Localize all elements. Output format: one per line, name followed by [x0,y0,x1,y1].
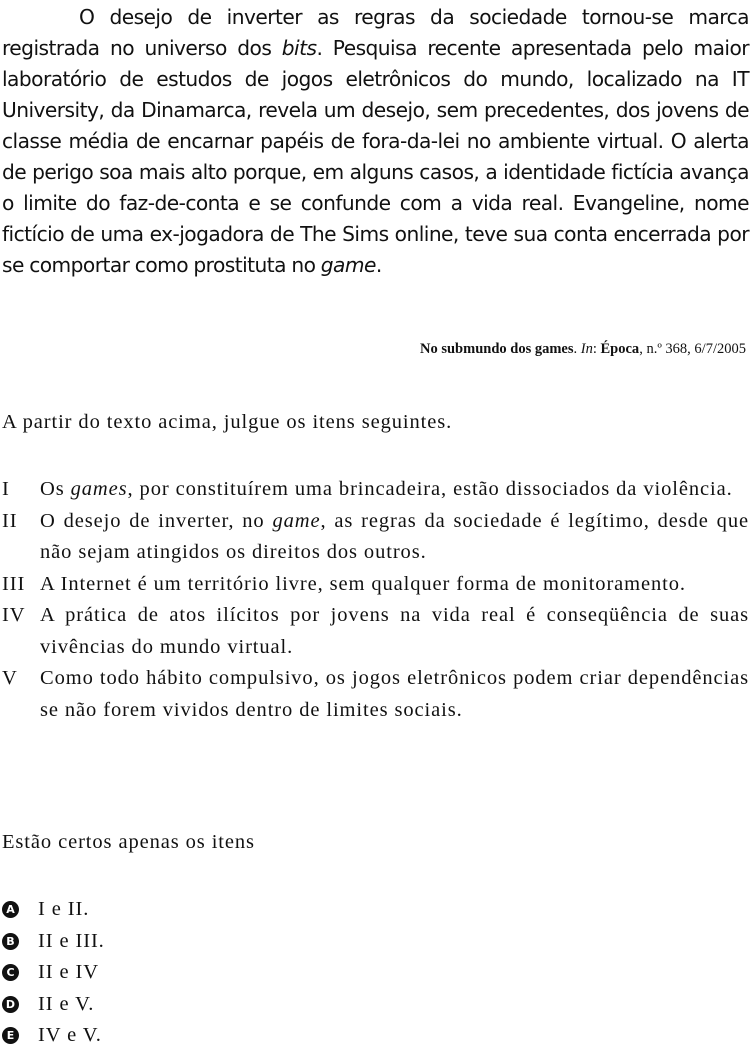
question-prompt: A partir do texto acima, julgue os itens seguintes. [2,411,453,433]
option-letter-badge: A [2,901,19,918]
item-text-pre: Os [40,478,71,500]
item-1 [2,474,749,506]
option-text: II e III. [38,929,105,952]
item-text-pre: A prática de atos ilícitos por jovens na vida real é conseqüência de suas vivências do mundo virtual. [40,604,749,658]
option-letter-badge: E [2,1027,19,1044]
passage-term-bits: bits [281,36,317,60]
answer-options [2,894,105,1052]
citation-details: , n.º 368, 6/7/2005 [639,341,746,357]
passage-term-game: game [320,253,376,277]
item-3 [2,569,749,601]
option-c[interactable] [2,957,105,989]
option-e[interactable] [2,1020,105,1052]
passage-part-2: . Pesquisa recente apresentada pelo maior laboratório de estudos de jogos eletrônicos do mundo, localizado na IT University, da Dinamarca, revela um desejo, sem precedentes, dos jovens de classe média de encarnar papéis de fora-da-lei no ambiente virtual. O alerta de perigo soa mais alto porque, em alguns casos, a identidade fictícia avança o limite do faz-de-conta e se confunde com a vida real. Evangeline, nome fictício de uma ex-jogadora de The Sims online, teve sua conta encerrada por se comportar como prostituta no [2,36,750,277]
option-text: II e V. [38,992,95,1015]
option-b[interactable] [2,926,105,958]
answer-lead: Estão certos apenas os itens [2,831,255,853]
item-number: I [2,478,10,500]
citation-sep-1: . [573,341,581,357]
item-number: V [2,667,18,689]
option-a[interactable] [2,894,105,926]
passage-part-1: O desejo de inverter as regras da sociedade tornou-se marca registrada no universo dos [2,5,749,60]
option-text: I e II. [38,898,90,921]
item-number: III [2,572,26,595]
citation-magazine: Época [600,341,640,357]
option-letter-badge: C [2,964,19,981]
item-number: IV [2,604,26,626]
passage-part-3: . [375,253,382,277]
citation-article: No submundo dos games [420,341,574,357]
item-text-pre: O desejo de inverter, no [40,509,273,532]
item-text-em: game [272,509,321,532]
item-text-pre: A Internet é um território livre, sem qualquer forma de monitoramento. [40,572,686,595]
item-list [2,474,749,726]
item-text-em: games [70,478,128,500]
item-number: II [2,509,18,532]
source-citation [420,340,746,358]
item-2 [2,506,749,569]
citation-sep-2: : [592,341,601,357]
option-letter-badge: D [2,996,19,1013]
item-text-post: , as regras da sociedade é legítimo, desde que não sejam atingidos os direitos dos outros. [40,509,749,563]
item-4 [2,600,749,663]
option-letter-badge: B [2,933,19,950]
option-d[interactable] [2,989,105,1021]
option-text: IV e V. [38,1024,102,1047]
item-text-pre: Como todo hábito compulsivo, os jogos eletrônicos podem criar dependências se não forem vividos dentro de limites sociais. [40,667,749,721]
item-5 [2,663,749,726]
passage-text [2,2,749,281]
item-text-post: , por constituírem uma brincadeira, estão dissociados da violência. [127,478,733,500]
option-text: II e IV [38,961,99,984]
citation-in-label: In [580,341,593,357]
